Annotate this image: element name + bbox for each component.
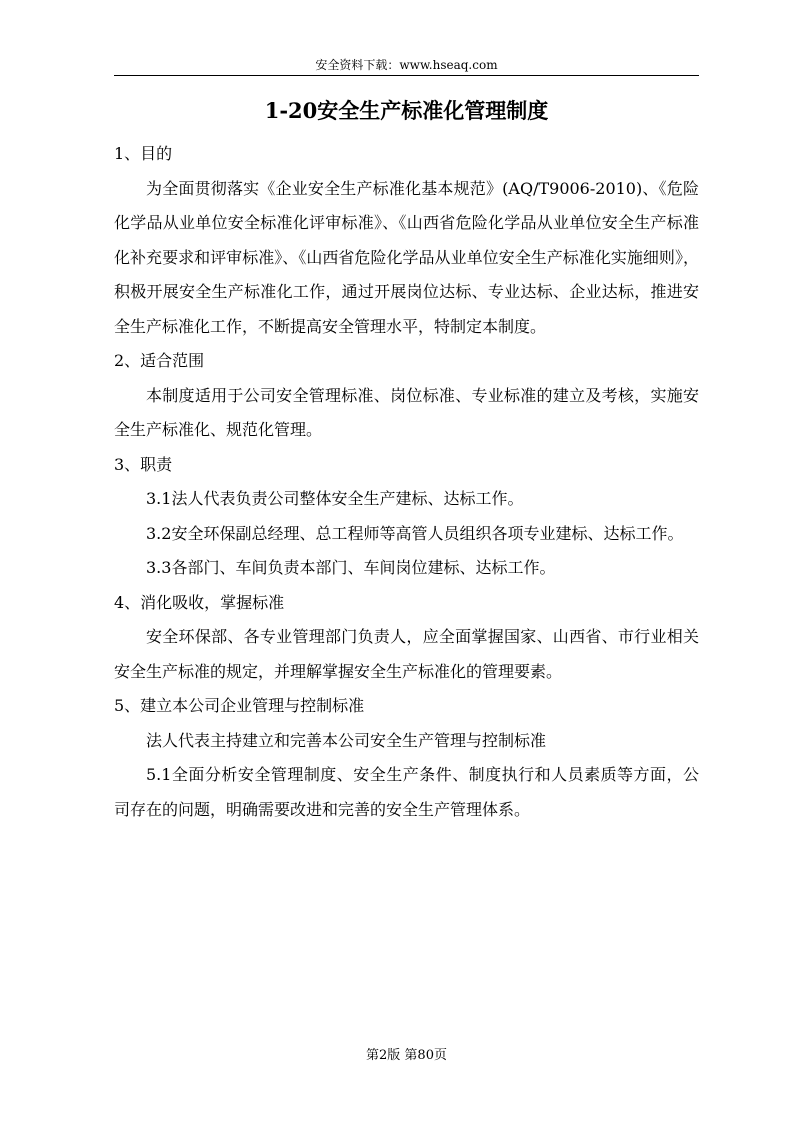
section-heading-responsibilities: 3、职责	[114, 454, 173, 474]
establish-standards-item-5-1: 5.1全面分析安全管理制度、安全生产条件、制度执行和人员素质等方面，公司存在的问题，明确需要改进和完善的安全生产管理体系。	[114, 765, 699, 819]
master-standards-paragraph: 安全环保部、各专业管理部门负责人，应全面掌握国家、山西省、市行业相关安全生产标准的规定，并理解掌握安全生产标准化的管理要素。	[114, 627, 699, 681]
scope-paragraph: 本制度适用于公司安全管理标准、岗位标准、专业标准的建立及考核，实施安全生产标准化、规范化管理。	[114, 385, 699, 439]
document-title: 1-20安全生产标准化管理制度	[264, 98, 549, 123]
page-header: 安全资料下载：www.hseaq.com	[315, 58, 498, 72]
establish-standards-intro: 法人代表主持建立和完善本公司安全生产管理与控制标准	[146, 730, 547, 750]
responsibility-item-3-1: 3.1法人代表负责公司整体安全生产建标、达标工作。	[146, 489, 524, 508]
header-divider	[114, 75, 699, 76]
section-heading-purpose: 1、目的	[114, 144, 173, 163]
responsibility-item-3-3: 3.3各部门、车间负责本部门、车间岗位建标、达标工作。	[146, 558, 556, 577]
responsibility-item-3-2: 3.2安全环保副总经理、总工程师等高管人员组织各项专业建标、达标工作。	[146, 523, 684, 543]
section-heading-scope: 2、适合范围	[114, 351, 205, 370]
section-heading-master-standards: 4、消化吸收，掌握标准	[114, 592, 285, 612]
document-body	[114, 137, 699, 827]
purpose-paragraph: 为全面贯彻落实《企业安全生产标准化基本规范》(AQ/T9006-2010)、《危险化学品从业单位安全标准化评审标准》、《山西省危险化学品从业单位安全生产标准化补充要求和评审标准》、《山西省危险化学品从业单位安全生产标准化实施细则》，积极开展安全生产标准化工作，通过开展岗位达标、专业达标、企业达标，推进安全生产标准化工作，不断提高安全管理水平，特制定本制度。	[114, 178, 699, 336]
page-footer: 第2版 第80页	[366, 1048, 447, 1063]
section-heading-establish-standards: 5、建立本公司企业管理与控制标准	[114, 696, 365, 715]
